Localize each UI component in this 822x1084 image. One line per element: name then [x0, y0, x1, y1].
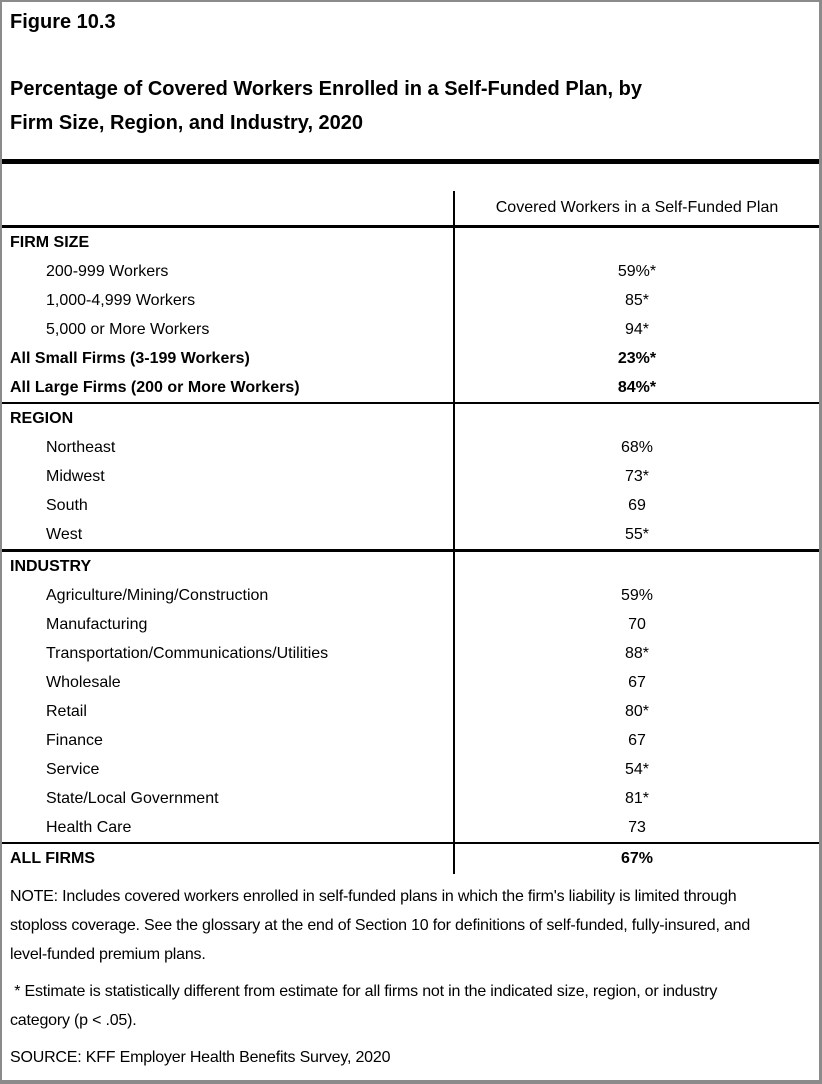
source-text: SOURCE: KFF Employer Health Benefits Survey, 2020	[10, 1049, 391, 1066]
title-block	[2, 2, 819, 140]
section-header-industry	[2, 552, 819, 581]
table-row	[2, 755, 819, 784]
data-table	[2, 164, 819, 874]
row-value: 67%	[453, 844, 819, 874]
section-firm-size	[2, 228, 819, 402]
row-label: Finance	[46, 731, 103, 749]
table-row	[2, 462, 819, 491]
row-label: 5,000 or More Workers	[46, 320, 210, 338]
table-row	[2, 344, 819, 373]
section-industry	[2, 549, 819, 842]
row-label: 1,000-4,999 Workers	[46, 291, 196, 309]
section-value-empty	[453, 552, 819, 581]
row-label: Midwest	[46, 467, 105, 485]
figure-number: Figure 10.3	[10, 11, 116, 33]
figure-title-line2: Firm Size, Region, and Industry, 2020	[10, 112, 364, 134]
row-label: Transportation/Communications/Utilities	[46, 644, 329, 662]
table-row	[2, 813, 819, 842]
row-label: Agriculture/Mining/Construction	[46, 586, 269, 604]
row-value: 88*	[453, 639, 819, 668]
section-header-region	[2, 404, 819, 433]
row-value: 80*	[453, 697, 819, 726]
row-label: ALL FIRMS	[10, 850, 96, 867]
table-row	[2, 581, 819, 610]
row-value: 67	[453, 668, 819, 697]
row-value: 81*	[453, 784, 819, 813]
value-column-header: Covered Workers in a Self-Funded Plan	[453, 191, 819, 225]
table-row	[2, 257, 819, 286]
row-value: 94*	[453, 315, 819, 344]
section-value-empty	[453, 404, 819, 433]
row-value: 54*	[453, 755, 819, 784]
row-value: 69	[453, 491, 819, 520]
row-label: Wholesale	[46, 673, 121, 691]
figure-title	[10, 72, 809, 140]
figure-title-line1: Percentage of Covered Workers Enrolled in a Self-Funded Plan, by	[10, 78, 643, 100]
row-value: 59%	[453, 581, 819, 610]
row-label: All Small Firms (3-199 Workers)	[10, 349, 250, 367]
table-row	[2, 520, 819, 549]
section-label: INDUSTRY	[10, 557, 92, 575]
row-header-empty-cell	[2, 164, 453, 225]
row-label: South	[46, 496, 88, 514]
row-value: 73*	[453, 462, 819, 491]
row-label: Service	[46, 760, 100, 778]
notes-block	[2, 874, 819, 1072]
row-value: 23%*	[453, 344, 819, 373]
row-value: 85*	[453, 286, 819, 315]
row-label: State/Local Government	[46, 789, 219, 807]
row-label: Health Care	[46, 818, 132, 836]
table-row	[2, 697, 819, 726]
table-row-all-firms	[2, 842, 819, 874]
row-value: 59%*	[453, 257, 819, 286]
asterisk-note-text: * Estimate is statistically different from estimate for all firms not in the indicated size, region, or industry category (p < .05).	[10, 983, 722, 1029]
table-row	[2, 610, 819, 639]
row-label: All Large Firms (200 or More Workers)	[10, 378, 300, 396]
row-label: 200-999 Workers	[46, 262, 169, 280]
row-label: West	[46, 525, 83, 543]
table-row	[2, 373, 819, 402]
table-row	[2, 668, 819, 697]
section-header-firm-size	[2, 228, 819, 257]
section-label: FIRM SIZE	[10, 233, 90, 251]
table-row	[2, 433, 819, 462]
section-label: REGION	[10, 409, 74, 427]
table-row	[2, 726, 819, 755]
note-text: NOTE: Includes covered workers enrolled in self-funded plans in which the firm's liability is limited through stoploss coverage. See the glossary at the end of Section 10 for definitions of self-funded, fully-insured, and level-funded premium plans.	[10, 888, 751, 963]
row-label: Manufacturing	[46, 615, 148, 633]
table-row	[2, 784, 819, 813]
section-value-empty	[453, 228, 819, 257]
row-label: Northeast	[46, 438, 116, 456]
row-label: Retail	[46, 702, 87, 720]
row-value: 55*	[453, 520, 819, 549]
row-value: 68%	[453, 433, 819, 462]
row-value: 84%*	[453, 373, 819, 402]
row-value: 73	[453, 813, 819, 842]
row-value: 67	[453, 726, 819, 755]
table-row	[2, 286, 819, 315]
table-header-row	[2, 164, 819, 228]
table-row	[2, 315, 819, 344]
section-region	[2, 402, 819, 549]
table-row	[2, 639, 819, 668]
table-row	[2, 491, 819, 520]
row-value: 70	[453, 610, 819, 639]
